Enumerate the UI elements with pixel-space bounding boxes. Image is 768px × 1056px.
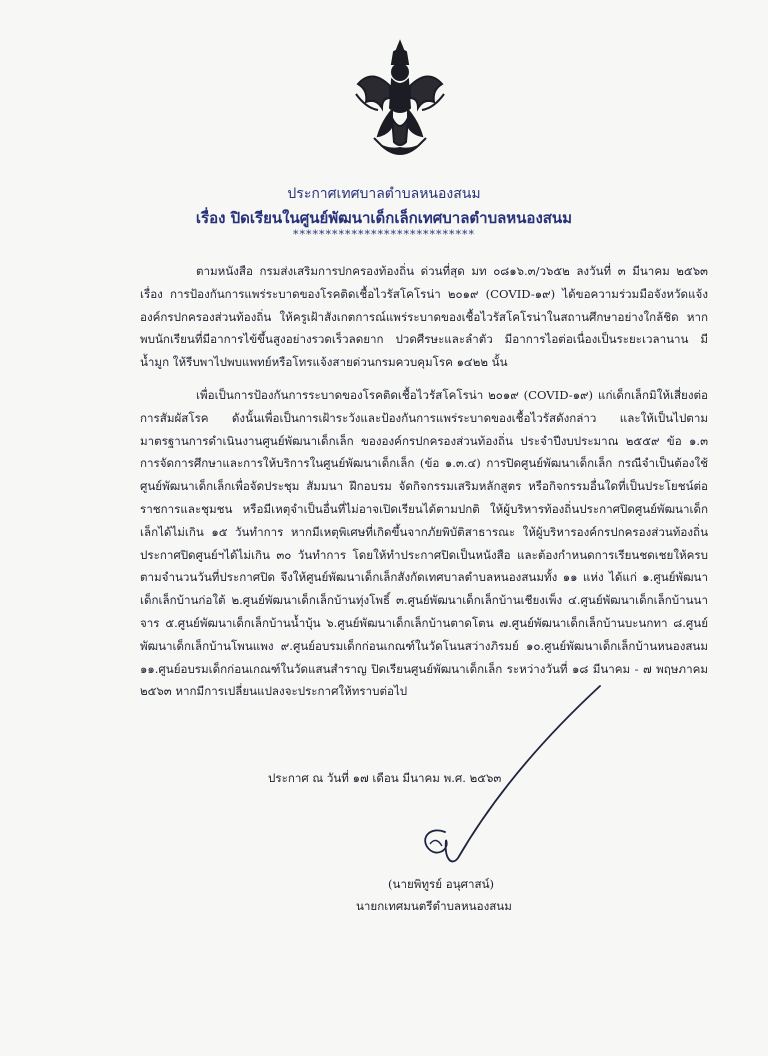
signer-name: (นายพิทูรย์ อนุศาสน์) (388, 877, 495, 891)
header-rule: **************************** (293, 228, 475, 241)
body-paragraph-1: ตามหนังสือ กรมส่งเสริมการปกครองท้องถิ่น ด่วนที่สุด มท ๐๘๑๖.๓/ว๖๕๒ ลงวันที่ ๓ มีนาคม ๒๕๖๓ เรื่อง การป้องกันการแพร่ระบาดของโรคติดเชื้อไวรัสโคโรน่า ๒๐๑๙ (COVID-๑๙) ได้ขอความร่วมมือจังหวัดแจ้งองค์กรปกครองส่วนท้องถิ่น ให้ครูเฝ้าสังเกตการณ์แพร่ระบาดของเชื้อไวรัสโคโรน่าในสถานศึกษาอย่างใกล้ชิด หากพบนักเรียนที่มีอาการไข้ขึ้นสูงอย่างรวดเร็วลดยาก ปวดศีรษะและลำตัว มีอาการไอต่อเนื่องเป็นระยะเวลานาน มีน้ำมูก ให้รีบพาไปพบแพทย์หรือโทรแจ้งสายด่วนกรมควบคุมโรค ๑๔๒๒ นั้น (140, 264, 708, 370)
garuda-emblem-icon (352, 38, 448, 160)
announcement-org-title: ประกาศเทศบาลตำบลหนองสนม (287, 186, 481, 202)
signer-title: นายกเทศมนตรีตำบลหนองสนม (356, 899, 512, 913)
announcement-date: ประกาศ ณ วันที่ ๑๗ เดือน มีนาคม พ.ศ. ๒๕๖๓ (268, 771, 502, 785)
body-paragraph-2: เพื่อเป็นการป้องกันการระบาดของโรคติดเชื้อไวรัสโคโรน่า ๒๐๑๙ (COVID-๑๙) แก่เด็กเล็กมิให้เสี่ยงต่อการสัมผัสโรค ดังนั้นเพื่อเป็นการเฝ้าระวังและป้องกันการแพร่ระบาดของเชื้อไวรัสดังกล่าว และให้เป็นไปตามมาตรฐานการดำเนินงานศูนย์พัฒนาเด็กเล็ก ขององค์กรปกครองส่วนท้องถิ่น ประจำปีงบประมาณ ๒๕๕๙ ข้อ ๑.๓ การจัดการศึกษาและการให้บริการในศูนย์พัฒนาเด็กเล็ก (ข้อ ๑.๓.๔) การปิดศูนย์พัฒนาเด็กเล็ก กรณีจำเป็นต้องใช้ศูนย์พัฒนาเด็กเล็กเพื่อจัดประชุม สัมมนา ฝึกอบรม จัดกิจกรรมเสริมหลักสูตร หรือกิจกรรมอื่นใดที่เป็นประโยชน์ต่อราชการและชุมชน หรือมีเหตุจำเป็นอื่นที่ไม่อาจเปิดเรียนได้ตามปกติ ให้ผู้บริหารท้องถิ่นประกาศปิดศูนย์พัฒนาเด็กเล็กได้ไม่เกิน ๑๕ วันทำการ หากมีเหตุพิเศษที่เกิดขึ้นจากภัยพิบัติสาธารณะ ให้ผู้บริหารองค์กรปกครองส่วนท้องถิ่นประกาศปิดศูนย์ฯได้ไม่เกิน ๓๐ วันทำการ โดยให้ทำประกาศปิดเป็นหนังสือ และต้องกำหนดการเรียนชดเชยให้ครบตามจำนวนวันที่ประกาศปิด จึงให้ศูนย์พัฒนาเด็กเล็กสังกัดเทศบาลตำบลหนองสนมทั้ง ๑๑ แห่ง ได้แก่ ๑.ศูนย์พัฒนาเด็กเล็กบ้านก่อใต้ ๒.ศูนย์พัฒนาเด็กเล็กบ้านทุ่งโพธิ์ ๓.ศูนย์พัฒนาเด็กเล็กบ้านเชียงเพ็ง ๔.ศูนย์พัฒนาเด็กเล็กบ้านนาจาร ๕.ศูนย์พัฒนาเด็กเล็กบ้านน้ำบุ้น ๖.ศูนย์พัฒนาเด็กเล็กบ้านตาดโตน ๗.ศูนย์พัฒนาเด็กเล็กบ้านบะนกทา ๘.ศูนย์พัฒนาเด็กเล็กบ้านโพนแพง ๙.ศูนย์อบรมเด็กก่อนเกณฑ์ในวัดโนนสว่างภิรมย์ ๑๐.ศูนย์พัฒนาเด็กเล็กบ้านหนองสนม ๑๑.ศูนย์อบรมเด็กก่อนเกณฑ์ในวัดแสนสำราญ ปิดเรียนศูนย์พัฒนาเด็กเล็ก ระหว่างวันที่ ๑๘ มีนาคม - ๗ พฤษภาคม ๒๕๖๓ หากมีการเปลี่ยนแปลงจะประกาศให้ทราบต่อไป (140, 388, 708, 699)
announcement-subject: เรื่อง ปิดเรียนในศูนย์พัฒนาเด็กเล็กเทศบาลตำบลหนองสนม (195, 209, 573, 227)
